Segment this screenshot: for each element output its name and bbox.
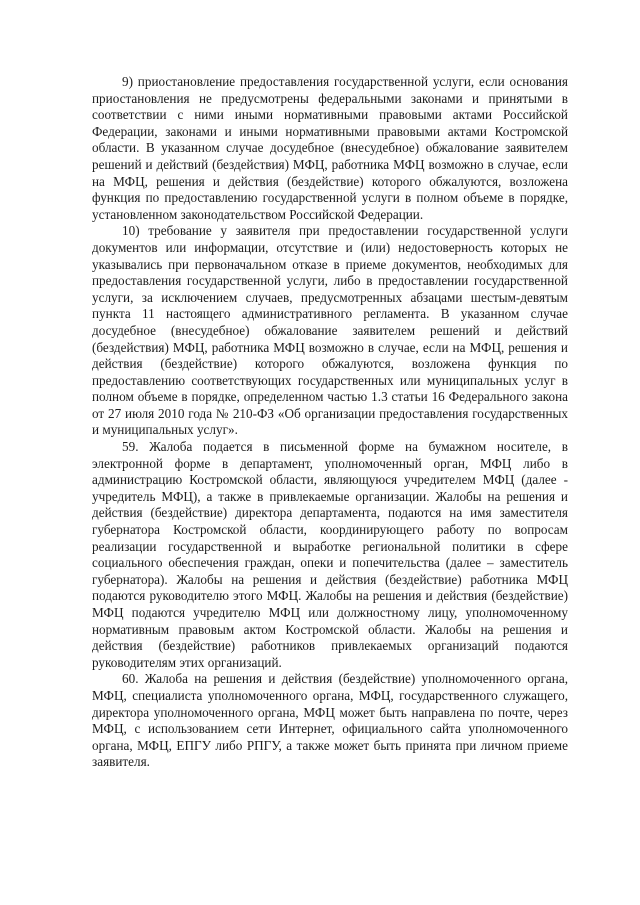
document-body xyxy=(92,74,568,771)
paragraph-60: 60. Жалоба на решения и действия (бездействие) уполномоченного органа, МФЦ, специалиста уполномоченного органа, МФЦ, государственного служащего, директора уполномоченного органа, МФЦ может быть направлена по почте, через МФЦ, с использованием сети Интернет, официального сайта уполномоченного органа, МФЦ, ЕПГУ либо РПГУ, а также может быть принята при личном приеме заявителя. xyxy=(92,671,568,770)
paragraph-59: 59. Жалоба подается в письменной форме на бумажном носителе, в электронной форме в департамент, уполномоченный орган, МФЦ либо в администрацию Костромской области, являющуюся учредителем МФЦ (далее - учредитель МФЦ), а также в привлекаемые организации. Жалобы на решения и действия (бездействие) директора департамента, подаются на имя заместителя губернатора Костромской области, координирующего работу по вопросам реализации государственной и выработке региональной политики в сфере социального обеспечения граждан, опеки и попечительства (далее – заместитель губернатора). Жалобы на решения и действия (бездействие) работника МФЦ подаются руководителю этого МФЦ. Жалобы на решения и действия (бездействие) МФЦ подаются учредителю МФЦ или должностному лицу, уполномоченному нормативным правовым актом Костромской области. Жалобы на решения и действия (бездействие) работников привлекаемых организаций подаются руководителям этих организаций. xyxy=(92,439,568,670)
paragraph-item-9: 9) приостановление предоставления государственной услуги, если основания приостановления не предусмотрены федеральными законами и принятыми в соответствии с ними иными нормативными правовыми актами Российской Федерации, законами и иными нормативными правовыми актами Костромской области. В указанном случае досудебное (внесудебное) обжалование заявителем решений и действий (бездействия) МФЦ, работника МФЦ возможно в случае, если на МФЦ, решения и действия (бездействие) которого обжалуются, возложена функция по предоставлению государственной услуги в полном объеме в порядке, установленном законодательством Российской Федерации. xyxy=(92,74,568,222)
paragraph-item-10: 10) требование у заявителя при предоставлении государственной услуги документов или информации, отсутствие и (или) недостоверность которых не указывались при первоначальном отказе в приеме документов, необходимых для предоставления государственной услуги, либо в предоставлении государственной услуги, за исключением случаев, предусмотренных абзацами шестым-девятым пункта 11 настоящего административного регламента. В указанном случае досудебное (внесудебное) обжалование заявителем решений и действий (бездействия) МФЦ, работника МФЦ возможно в случае, если на МФЦ, решения и действия (бездействие) которого обжалуются, возложена функция по предоставлению соответствующих государственных или муниципальных услуг в полном объеме в порядке, определенном частью 1.3 статьи 16 Федерального закона от 27 июля 2010 года № 210-ФЗ «Об организации предоставления государственных и муниципальных услуг». xyxy=(92,223,568,438)
